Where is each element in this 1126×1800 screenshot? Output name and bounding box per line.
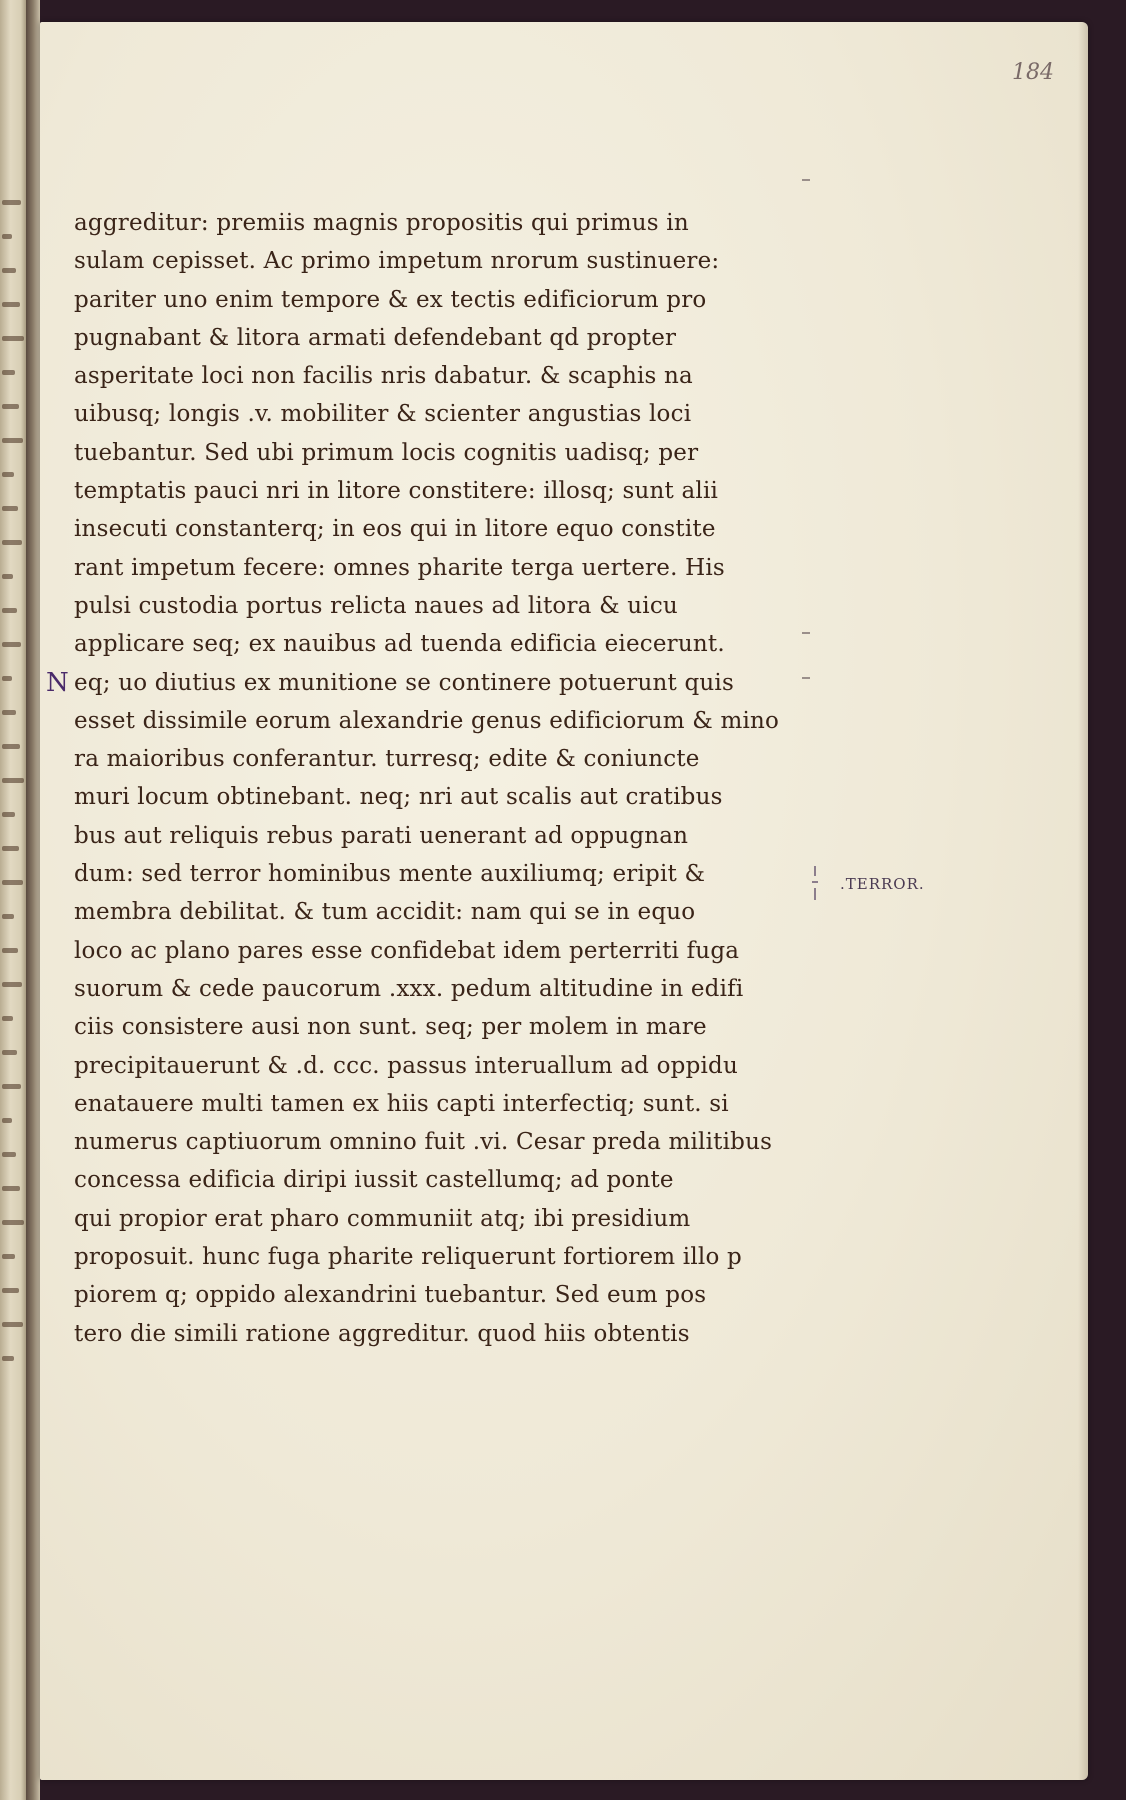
text-line	[74, 204, 754, 242]
facing-page-text-stroke	[2, 642, 21, 647]
facing-page-text-stroke	[2, 574, 13, 579]
facing-page-text-stroke	[2, 1322, 23, 1327]
text-column	[46, 204, 780, 1353]
text-line	[74, 740, 754, 778]
facing-page-text-stroke	[2, 540, 22, 545]
text-line	[74, 357, 754, 395]
decorated-initial: N	[46, 667, 69, 698]
facing-page-text-stroke	[2, 1356, 14, 1361]
text-line	[74, 1238, 754, 1276]
text-line-content: suorum & cede paucorum .xxx. pedum altitudine in edifi	[74, 975, 744, 1002]
text-line-content: pariter uno enim tempore & ex tectis edificiorum pro	[74, 286, 707, 313]
text-line	[74, 281, 754, 319]
facing-page-text-stroke	[2, 1152, 16, 1157]
text-line	[74, 855, 754, 893]
text-line-content: uibusq; longis .v. mobiliter & scienter angustias loci	[74, 401, 692, 428]
facing-page-text-stroke	[2, 438, 23, 443]
margin-gloss: .TERROR.	[840, 875, 925, 893]
facing-page-text-stroke	[2, 778, 24, 783]
text-line-content: piorem q; oppido alexandrini tuebantur. Sed eum pos	[74, 1282, 707, 1309]
facing-page-text-stroke	[2, 812, 15, 817]
text-line-content: muri locum obtinebant. neq; nri aut scalis aut cratibus	[74, 784, 723, 811]
text-line-content: insecuti constanterq; in eos qui in litore equo constite	[74, 516, 716, 543]
text-line	[74, 778, 754, 816]
facing-page-text-stroke	[2, 676, 12, 681]
text-line	[74, 1200, 754, 1238]
text-line-content: sulam cepisset. Ac primo impetum nrorum sustinuere:	[74, 248, 720, 275]
facing-page-text-stroke	[2, 846, 19, 851]
facing-page-text-stroke	[2, 1220, 24, 1225]
text-line-content: numerus captiuorum omnino fuit .vi. Cesar preda militibus	[74, 1129, 773, 1156]
text-line	[74, 1047, 754, 1085]
text-line	[74, 587, 754, 625]
text-line-content: esset dissimile eorum alexandrie genus edificiorum & mino	[74, 707, 780, 734]
text-line	[74, 1161, 754, 1199]
text-line-content: applicare seq; ex nauibus ad tuenda edificia eiecerunt.	[74, 631, 725, 658]
facing-page-text-stroke	[2, 200, 21, 205]
text-line	[74, 1123, 773, 1161]
text-line	[74, 434, 754, 472]
text-line	[74, 932, 754, 970]
facing-page-text-stroke	[2, 302, 20, 307]
folio-number: 184	[1012, 60, 1054, 85]
text-line	[46, 664, 754, 702]
margin-tick	[802, 677, 810, 679]
text-line-content: ra maioribus conferantur. turresq; edite & coniuncte	[74, 746, 700, 773]
text-line	[74, 242, 754, 280]
facing-page-text-stroke	[2, 1050, 17, 1055]
text-line-content: asperitate loci non facilis nris dabatur. & scaphis na	[74, 363, 693, 390]
facing-page-text-stroke	[2, 1288, 19, 1293]
facing-page-text-stroke	[2, 268, 16, 273]
text-line-content: enatauere multi tamen ex hiis capti interfectiq; sunt. si	[74, 1090, 729, 1117]
text-line	[74, 1315, 754, 1353]
facing-page-text-stroke	[2, 1084, 21, 1089]
facing-page-text-stroke	[2, 710, 16, 715]
text-line	[74, 1276, 754, 1314]
text-line-content: concessa edificia diripi iussit castellumq; ad ponte	[74, 1167, 674, 1194]
facing-page-text-stroke	[2, 404, 19, 409]
facing-page-text-stroke	[2, 336, 24, 341]
text-line	[74, 970, 754, 1008]
facing-page-text-stroke	[2, 506, 18, 511]
text-line-content: dum: sed terror hominibus mente auxiliumq; eripit &	[74, 861, 706, 888]
text-line-content: rant impetum fecere: omnes pharite terga uertere. His	[74, 554, 725, 581]
manuscript-page	[40, 22, 1088, 1780]
text-line-content: ciis consistere ausi non sunt. seq; per molem in mare	[74, 1014, 707, 1041]
facing-page-text-stroke	[2, 948, 18, 953]
text-line-content: membra debilitat. & tum accidit: nam qui se in equo	[74, 899, 696, 926]
text-line-content: pugnabant & litora armati defendebant qd propter	[74, 324, 677, 351]
facing-page-text-stroke	[2, 234, 12, 239]
text-line-content: qui propior erat pharo communiit atq; ibi presidium	[74, 1205, 691, 1232]
facing-page-text-stroke	[2, 1016, 13, 1021]
text-line-content: tuebantur. Sed ubi primum locis cognitis uadisq; per	[74, 439, 699, 466]
text-line-content: aggreditur: premiis magnis propositis qui primus in	[74, 210, 689, 236]
facing-page-text-stroke	[2, 982, 22, 987]
facing-page-text-stroke	[2, 1186, 20, 1191]
facing-page-text-stroke	[2, 880, 23, 885]
page-edge-shadow	[1078, 22, 1088, 1780]
text-line-content: precipitauerunt & .d. ccc. passus interuallum ad oppidu	[74, 1052, 738, 1079]
text-line-content: tero die simili ratione aggreditur. quod hiis obtentis	[74, 1320, 690, 1347]
binding-gutter	[26, 0, 40, 1800]
text-line	[74, 1008, 754, 1046]
margin-tick	[802, 632, 810, 634]
text-line	[74, 893, 754, 931]
text-line-content: loco ac plano pares esse confidebat idem perterriti fuga	[74, 937, 740, 964]
text-line-content: eq; uo diutius ex munitione se continere potuerunt quis	[74, 669, 734, 696]
text-line	[74, 817, 754, 855]
facing-page-text-stroke	[2, 472, 14, 477]
text-line-content: proposuit. hunc fuga pharite reliquerunt fortiorem illo p	[74, 1244, 742, 1271]
facing-page-text-stroke	[2, 370, 15, 375]
facing-page-text-stroke	[2, 608, 17, 613]
text-line-content: pulsi custodia portus relicta naues ad litora & uicu	[74, 592, 678, 619]
facing-page-text-stroke	[2, 1254, 15, 1259]
facing-page-text-stroke	[2, 914, 14, 919]
text-line	[74, 702, 780, 740]
text-line	[74, 472, 754, 510]
text-line-content: bus aut reliquis rebus parati uenerant ad oppugnan	[74, 822, 689, 849]
facing-page-text-stroke	[2, 744, 20, 749]
facing-page-edge	[0, 0, 26, 1800]
text-line	[74, 625, 754, 663]
text-line	[74, 549, 754, 587]
text-line	[74, 510, 754, 548]
gloss-pointer-icon	[810, 864, 820, 902]
text-line	[74, 395, 754, 433]
text-line-content: temptatis pauci nri in litore constitere: illosq; sunt alii	[74, 478, 719, 505]
margin-tick	[802, 179, 810, 181]
text-line	[74, 319, 754, 357]
text-line	[74, 1085, 754, 1123]
facing-page-text-stroke	[2, 1118, 12, 1123]
